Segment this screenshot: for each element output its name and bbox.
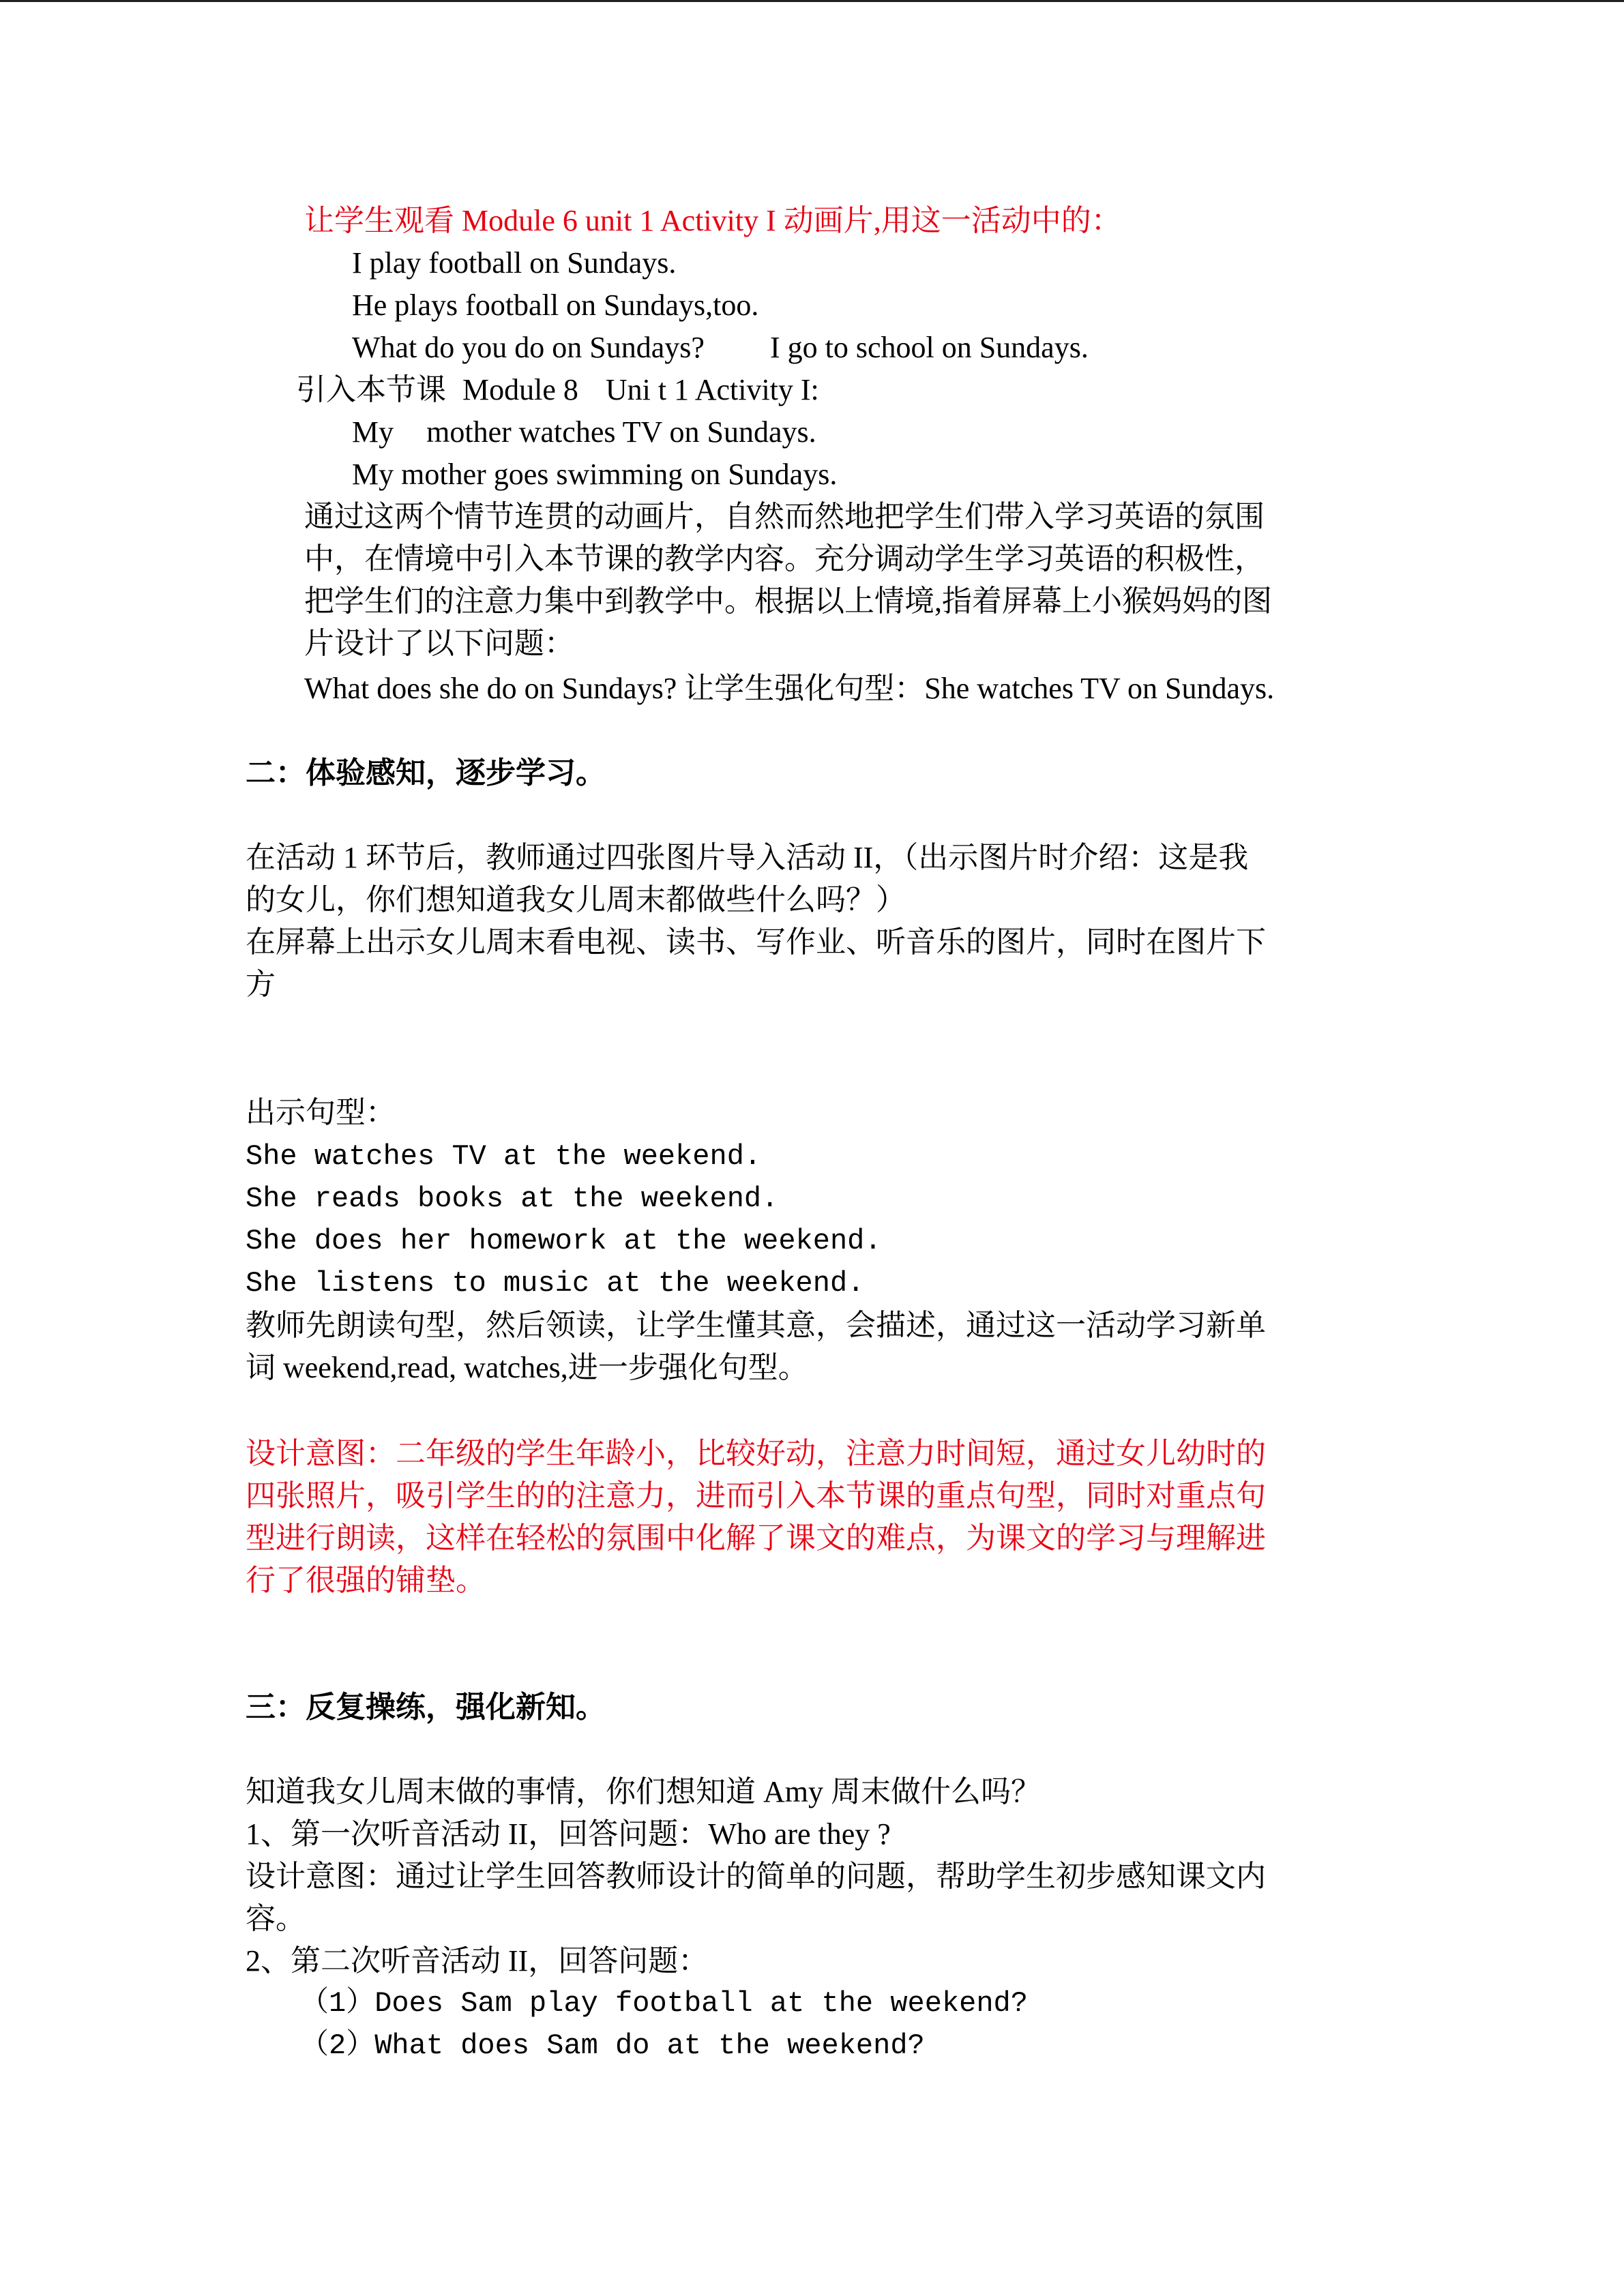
intro-question: What does she do on Sundays? 让学生强化句型：She watches TV on Sundays. xyxy=(304,672,1275,705)
pattern-sentence: She listens to music at the weekend. xyxy=(246,1267,865,1300)
section-3-line: 知道我女儿周末做的事情，你们想知道 Amy 周末做什么吗？ xyxy=(246,1775,1041,1808)
intro-sentence-3 xyxy=(352,327,1089,369)
intro-red-line: 让学生观看 Module 6 unit 1 Activity I 动画片,用这一活动中的： xyxy=(304,204,1121,237)
intro-lead-c: Uni t 1 Activity I: xyxy=(605,373,819,406)
intro-sentence-3a: What do you do on Sundays? xyxy=(352,331,705,364)
design-intent-line: 设计意图：二年级的学生年龄小，比较好动，注意力时间短，通过女儿幼时的 xyxy=(246,1437,1266,1470)
pattern-sentence: She reads books at the weekend. xyxy=(246,1182,779,1215)
design-intent-line: 型进行朗读，这样在轻松的氛围中化解了课文的难点，为课文的学习与理解进 xyxy=(246,1521,1266,1555)
intro-sentence-2: He plays football on Sundays,too. xyxy=(352,288,759,322)
intro-sentence-4 xyxy=(352,411,816,453)
intro-lead-line xyxy=(296,369,819,411)
section-2-paragraph-line: 在活动 1 环节后，教师通过四张图片导入活动 II，（出示图片时介绍：这是我 xyxy=(246,841,1249,874)
section-2-paragraph-2-line: 词 weekend,read, watches,进一步强化句型。 xyxy=(246,1351,808,1384)
design-intent-line: 行了很强的铺垫。 xyxy=(246,1564,486,1597)
section-2-paragraph-line: 在屏幕上出示女儿周末看电视、读书、写作业、听音乐的图片，同时在图片下 xyxy=(246,925,1266,959)
intro-sentence-1: I play football on Sundays. xyxy=(352,246,677,280)
intro-paragraph-line: 把学生们的注意力集中到教学中。根据以上情境,指着屏幕上小猴妈妈的图 xyxy=(304,584,1272,618)
intro-paragraph-line: 片设计了以下问题： xyxy=(304,627,574,660)
listening-question-2: （2）What does Sam do at the weekend? xyxy=(300,2029,925,2062)
pattern-sentence: She does her homework at the weekend. xyxy=(246,1225,882,1257)
design-intent-line: 四张照片，吸引学生的的注意力，进而引入本节课的重点句型，同时对重点句 xyxy=(246,1479,1266,1512)
listening-question-1: （1）Does Sam play football at the weekend? xyxy=(300,1987,1028,2020)
section-3-line: 2、第二次听音活动 II，回答问题： xyxy=(246,1944,709,1978)
intro-paragraph-line: 中，在情境中引入本节课的教学内容。充分调动学生学习英语的积极性， xyxy=(304,542,1265,576)
intro-sentence-4a: My xyxy=(352,415,394,449)
intro-sentence-5: My mother goes swimming on Sundays. xyxy=(352,458,838,491)
pattern-sentence: She watches TV at the weekend. xyxy=(246,1140,762,1173)
show-sentences-label: 出示句型： xyxy=(246,1096,396,1129)
section-2-paragraph-2-line: 教师先朗读句型，然后领读，让学生懂其意，会描述，通过这一活动学习新单 xyxy=(246,1309,1266,1342)
section-2-heading: 二：体验感知，逐步学习。 xyxy=(246,756,606,790)
intro-lead-b: Module 8 xyxy=(462,373,578,406)
section-3-line: 设计意图：通过让学生回答教师设计的简单的问题，帮助学生初步感知课文内 xyxy=(246,1860,1266,1893)
section-3-line: 1、第一次听音活动 II，回答问题：Who are they ? xyxy=(246,1817,891,1851)
intro-sentence-3b: I go to school on Sundays. xyxy=(769,331,1089,364)
intro-paragraph-line: 通过这两个情节连贯的动画片，自然而然地把学生们带入学习英语的氛围 xyxy=(304,500,1265,533)
section-3-heading: 三：反复操练，强化新知。 xyxy=(246,1690,606,1724)
intro-lead-a: 引入本节课 xyxy=(296,373,446,406)
intro-sentence-4b: mother watches TV on Sundays. xyxy=(426,415,816,449)
section-2-paragraph-line: 方 xyxy=(246,968,276,1001)
section-3-line: 容。 xyxy=(246,1902,306,1935)
section-2-paragraph-line: 的女儿，你们想知道我女儿周末都做些什么吗？） xyxy=(246,883,906,916)
